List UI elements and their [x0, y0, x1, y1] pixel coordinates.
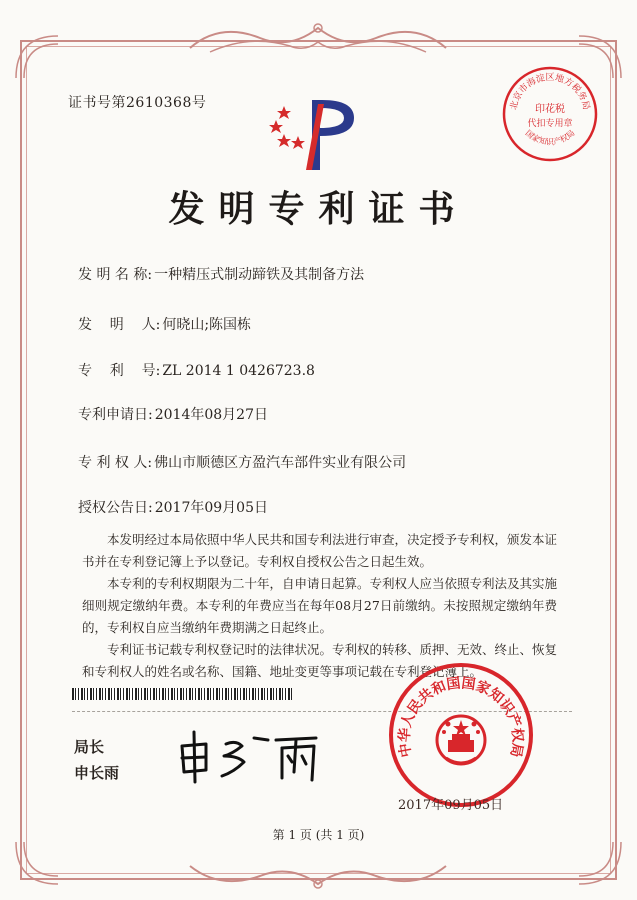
field-value: 何晓山;陈国栋 [162, 317, 252, 333]
page-number: 第 1 页 (共 1 页) [272, 828, 365, 842]
body-paragraph-2: 本专利的专利权期限为二十年，自申请日起算。专利权人应当依照专利法及其实施细则规定缴纳年费。本专利的年费应当在每年08月27日前缴纳。未按照规定缴纳年费的，专利权自应当缴纳年费期满之日起终止。 [82, 576, 558, 635]
official-seal [386, 660, 536, 810]
field-label: 专 利 号: [78, 363, 161, 379]
tax-stamp-sub: 印花税 [535, 104, 565, 115]
field-invention-name [78, 264, 364, 284]
corner-ornament-tl [8, 28, 68, 88]
field-value: 2017年09月05日 [154, 500, 268, 516]
field-application-date [78, 404, 268, 424]
director-role: 局长 [74, 738, 105, 756]
tax-stamp-org2: 国家知识产权局 [523, 128, 577, 147]
field-label: 专 利 权 人: [78, 455, 153, 471]
field-label: 专利申请日: [78, 407, 153, 423]
patent-office-logo [262, 96, 362, 174]
director-name: 申长雨 [74, 764, 120, 782]
certificate-number: 证书号第2610368号 [68, 95, 207, 111]
body-paragraph-1: 本发明经过本局依照中华人民共和国专利法进行审查，决定授予专利权，颁发本证书并在专利登记簿上予以登记。专利权自授权公告之日起生效。 [82, 532, 558, 569]
field-value: 佛山市顺德区方盈汽车部件实业有限公司 [154, 455, 407, 471]
tax-stamp-org: 北京市海淀区地方税务局 [509, 73, 591, 111]
seal-date: 2017年09月05日 [398, 798, 504, 813]
field-inventors [78, 314, 251, 334]
field-patentee [78, 452, 406, 472]
top-ornament [180, 18, 457, 62]
tax-stamp [498, 62, 602, 166]
director-signature [176, 726, 326, 786]
field-label: 授权公告日: [78, 500, 153, 516]
certificate-title: 发明专利证书 [168, 188, 469, 230]
body-paragraph-3: 专利证书记载专利权登记时的法律状况。专利权的转移、质押、无效、终止、恢复和专利权人的姓名或名称、国籍、地址变更等事项记载在专利登记簿上。 [82, 642, 558, 679]
barcode-strip [72, 688, 292, 700]
tax-stamp-sub2: 代扣专用章 [527, 119, 573, 129]
field-label: 发 明 名 称: [78, 267, 153, 283]
svg-text:国家知识产权局 [524, 128, 577, 146]
field-value: 2014年08月27日 [154, 407, 268, 423]
seal-text: 中华人民共和国国家知识产权局 [396, 675, 526, 759]
field-value: ZL 2014 1 0426723.8 [162, 363, 315, 379]
field-announcement-date [78, 497, 268, 517]
field-label: 发 明 人: [78, 317, 161, 333]
field-value: 一种精压式制动蹄铁及其制备方法 [154, 267, 365, 283]
bottom-ornament [180, 858, 457, 894]
field-patent-number [78, 360, 315, 380]
